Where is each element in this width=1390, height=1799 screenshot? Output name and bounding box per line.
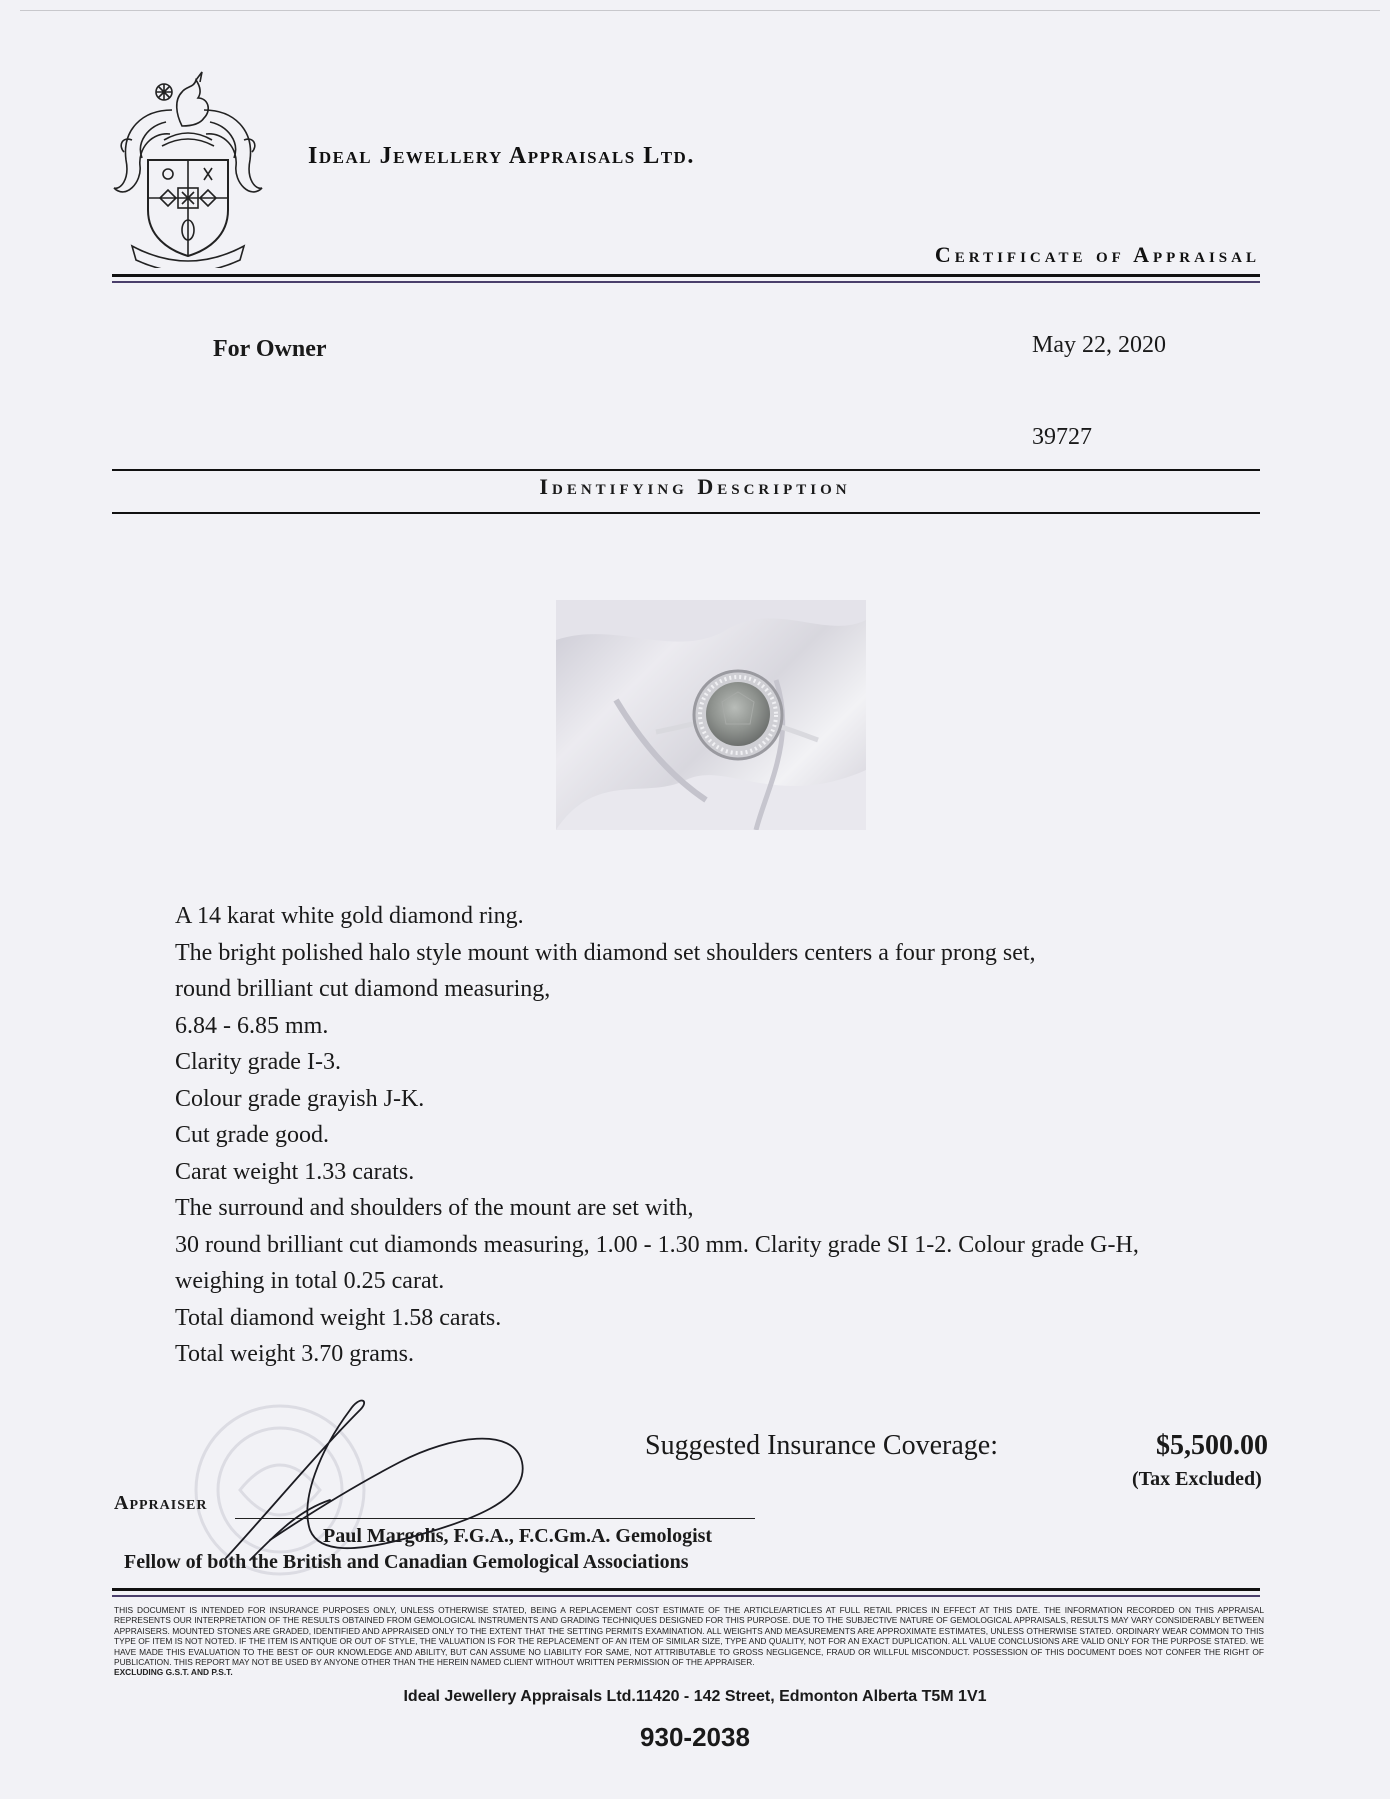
appraiser-name: Paul Margolis, F.G.A., F.C.Gm.A. Gemologist <box>323 1525 713 1547</box>
section-title: Identifying Description <box>539 474 851 499</box>
description-line: Cut grade good. <box>175 1122 329 1148</box>
coat-of-arms-icon <box>112 70 264 268</box>
section-rule-bottom <box>112 512 1260 514</box>
header-rule-thick <box>112 274 1260 277</box>
appraiser-fellowship: Fellow of both the British and Canadian Gemological Associations <box>124 1551 689 1573</box>
ring-image <box>556 600 866 830</box>
footer-rule-thick <box>112 1588 1260 1591</box>
appraiser-label: Appraiser <box>114 1492 208 1514</box>
owner-label: For Owner <box>213 336 327 362</box>
description-line: Colour grade grayish J-K. <box>175 1085 425 1112</box>
handwritten-signature <box>210 1390 540 1570</box>
description-line: weighing in total 0.25 carat. <box>175 1268 445 1294</box>
footer-phone: 930-2038 <box>640 1722 750 1752</box>
description-line: Clarity grade I-3. <box>175 1049 341 1075</box>
description-line: Total diamond weight 1.58 carats. <box>175 1304 502 1331</box>
description-line: Carat weight 1.33 carats. <box>175 1158 415 1185</box>
description-block <box>175 898 1139 1373</box>
description-line: round brilliant cut diamond measuring, <box>175 976 551 1002</box>
company-name: Ideal Jewellery Appraisals Ltd. <box>308 143 695 169</box>
certificate-number: 39727 <box>1032 424 1092 450</box>
legal-disclaimer <box>114 1605 1264 1678</box>
footer-address: Ideal Jewellery Appraisals Ltd.11420 - 142 Street, Edmonton Alberta T5M 1V1 <box>403 1688 987 1705</box>
coverage-label: Suggested Insurance Coverage: <box>645 1430 998 1461</box>
description-line: A 14 karat white gold diamond ring. <box>175 903 524 929</box>
disclaimer-tax-note: EXCLUDING G.S.T. AND P.S.T. <box>114 1667 233 1678</box>
header-rule-thin <box>112 281 1260 283</box>
page-edge <box>20 10 1380 11</box>
tax-note: (Tax Excluded) <box>1132 1468 1262 1490</box>
description-line: Total weight 3.70 grams. <box>175 1341 414 1367</box>
certificate-title: Certificate of Appraisal <box>934 242 1260 267</box>
description-line: 6.84 - 6.85 mm. <box>175 1012 329 1039</box>
footer-rule-thin <box>112 1595 1260 1597</box>
description-line: 30 round brilliant cut diamonds measuring, 1.00 - 1.30 mm. Clarity grade SI 1-2. Colour grade G-H, <box>175 1231 1139 1258</box>
ring-photo <box>556 600 866 830</box>
section-rule-top <box>112 469 1260 471</box>
description-line: The surround and shoulders of the mount are set with, <box>175 1195 694 1221</box>
disclaimer-text: THIS DOCUMENT IS INTENDED FOR INSURANCE PURPOSES ONLY, UNLESS OTHERWISE STATED, BEING A REPLACEMENT COST ESTIMATE OF THE ARTICLE/ARTICLES AT FULL RETAIL PRICES IN EFFECT AT THIS DATE. THE INFORMATION RECORDED ON THIS APPRAISAL REPRESENTS OUR INTERPRETATION OF THE RESULTS OBTAINED FROM GEMOLOGICAL INSTRUMENTS AND GRADING TECHNIQUES DESIGNED FOR THIS PURPOSE. DUE TO THE SUBJECTIVE NATURE OF GEMOLOGICAL APPRAISALS, RESULTS MAY VARY CONSIDERABLY BETWEEN APPRAISERS. MOUNTED STONES ARE GRADED, IDENTIFIED AND APPRAISED ONLY TO THE EXTENT THAT THE SETTING PERMITS EXAMINATION. ALL WEIGHTS AND MEASUREMENTS ARE APPROXIMATE ESTIMATES, UNLESS OTHERWISE STATED. ORDINARY WEAR COMMON TO THIS TYPE OF ITEM IS NOT NOTED. IF THE ITEM IS ANTIQUE OR OUT OF STYLE, THE VALUATION IS FOR THE REPLACEMENT OF AN ITEM OF SIMILAR SIZE, TYPE AND QUALITY, NOT FOR AN EXACT DUPLICATION. ALL VALUE CONCLUSIONS ARE VALID ONLY FOR THE PURPOSE STATED. WE HAVE MADE THIS EVALUATION TO THE BEST OF OUR KNOWLEDGE AND ABILITY, BUT CAN ASSUME NO LIABILITY FOR SAME, NOT ATTRIBUTABLE TO GROSS NEGLIGENCE, FRAUD OR WILLFUL MISCONDUCT. POSSESSION OF THIS DOCUMENT DOES NOT CONFER THE RIGHT OF PUBLICATION. THIS REPORT MAY NOT BE USED BY ANYONE OTHER THAN THE HEREIN NAMED CLIENT WITHOUT WRITTEN PERMISSION OF THE APPRAISER. <box>114 1605 1264 1668</box>
description-line: The bright polished halo style mount with diamond set shoulders centers a four prong set, <box>175 939 1036 966</box>
appraisal-date: May 22, 2020 <box>1032 332 1166 358</box>
coverage-amount: $5,500.00 <box>1156 1430 1268 1461</box>
